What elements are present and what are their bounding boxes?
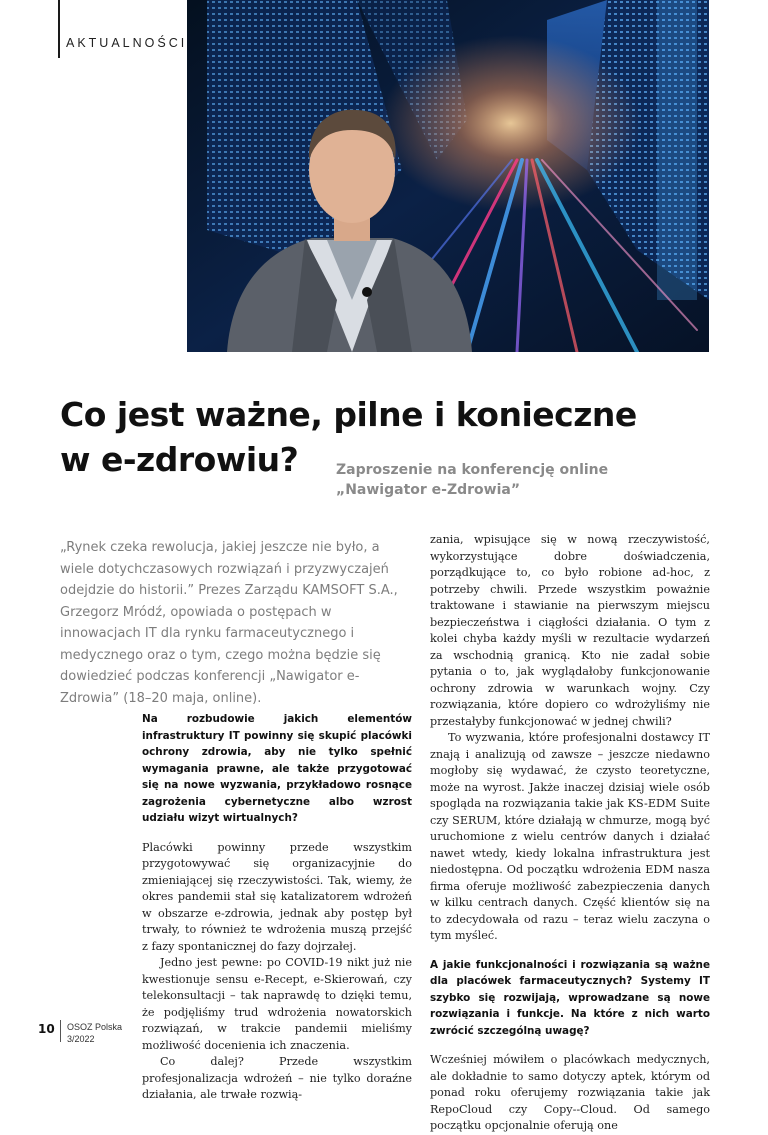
issue-number: 3/2022	[67, 1034, 95, 1044]
paragraph: Jedno jest pewne: po COVID-19 nikt już nie kwestionuje sensu e-Recept, e-Skierowań, czy telekonsultacji – tak naprawdę to dzięki temu, że podjęliśmy trud wdrożenia nowatorskich rozwiązań, w trakcie pandemii mieliśmy możliwość docenienia ich znaczenia.	[142, 956, 412, 1052]
subtitle-line-1: Zaproszenie na konferencję online	[336, 462, 609, 478]
page-number: 10	[38, 1022, 55, 1036]
article-title-line-1: Co jest ważne, pilne i konieczne	[60, 395, 637, 434]
interview-question: A jakie funkcjonalności i rozwiązania są ważne dla placówek farmaceutycznych? Systemy IT szybko się rozwijają, wprowadzane są nowe rozwiązania i funkcje. Na które z nich warto zwrócić szczególną uwagę?	[430, 958, 710, 1037]
article-lead: „Rynek czeka rewolucja, jakiej jeszcze nie było, a wiele dotychczasowych rozwiązań i przyzwyczajeń odejdzie do historii.” Prezes Zarządu KAMSOFT S.A., Grzegorz Mródź, opowiada o postępach w innowacjach IT dla rynku farmaceutycznego i medycznego oraz o tym, czego można będzie się dowiedzieć podczas konferencji „Nawigator e-Zdrowia” (18–20 maja, online).	[60, 540, 398, 706]
hero-image	[187, 0, 709, 352]
section-label: AKTUALNOŚCI	[66, 36, 188, 50]
text-column-left	[142, 711, 412, 1104]
section-divider	[58, 0, 60, 58]
footer-divider	[60, 1020, 61, 1042]
publication-info	[67, 1021, 122, 1045]
paragraph: Wcześniej mówiłem o placówkach medycznych, ale dokładnie to samo dotyczy aptek, którym od ponad roku oferujemy rozwiązania takie jak RepoCloud czy Copy--Cloud. Od samego początku opcjonalnie oferują one	[430, 1053, 710, 1132]
publication-name: OSOZ Polska	[67, 1022, 123, 1032]
interview-question: Na rozbudowie jakich elementów infrastruktury IT powinny się skupić placówki ochrony zdrowia, aby nie tylko spełnić wymagania prawne, ale także przygotować się na nowe wyzwania, przykładowo rosnące zagrożenia cybernetyczne albo wzrost udziału wizyt wirtualnych?	[142, 713, 412, 824]
paragraph: Placówki powinny przede wszystkim przygotowywać się organizacyjnie do zmieniającej się rzeczywistości. Tak, wiemy, że okres pandemii stał się katalizatorem wdrożeń w obszarze e-zdrowia, jednak aby postęp był trwały, to również te wdrożenia muszą przejść z fazy spontanicznej do fazy dojrzałej.	[142, 840, 412, 953]
paragraph: zania, wpisujące się w nową rzeczywistość, wykorzystujące dobre doświadczenia, porządkujące to, co było robione ad-hoc, z potrzeby chwili. Przede wszystkim poważnie traktowane i stawianie na pierwszym miejscu bezpieczeństwa i ciągłości działania. O tym z kolei chyba każdy myśli w rezultacie wydarzeń za wschodnią granicą. Kto nie zadał sobie pytania o to, jak wyglądałoby funkcjonowanie ochrony zdrowia w warunkach wojny. Czy rozwiązania, które dopiero co wdrożyliśmy nie przestałyby funkcjonować w jednej chwili?	[430, 533, 710, 728]
text-column-right	[430, 532, 710, 1135]
paragraph: Co dalej? Przede wszystkim profesjonalizacja wdrożeń – nie tylko doraźne działania, ale trwałe rozwią-	[142, 1055, 412, 1101]
subtitle-line-2: „Nawigator e-Zdrowia”	[336, 482, 521, 498]
article-title-line-2: w e-zdrowiu?	[60, 440, 299, 479]
article-subtitle	[336, 460, 608, 500]
paragraph: To wyzwania, które profesjonalni dostawcy IT znają i analizują od zawsze – jeszcze niedawno mogłoby się wydawać, że czysto teoretyczne, może na wyrost. Jakże inaczej dzisiaj wiele osób spogląda na rozwiązania takie jak KS-EDM Suite czy SERUM, które działają w chmurze, mogą być uruchomione z wielu centrów danych i działać nawet wtedy, kiedy lokalna infrastruktura jest niedostępna. Od początku wdrożenia EDM nasza firma oferuje możliwość zabezpieczenia danych w kilku centrach danych. Część klientów się na to zdecydowała od razu – teraz wielu zaczyna o tym myśleć.	[430, 731, 710, 942]
hero-illustration	[187, 0, 709, 352]
